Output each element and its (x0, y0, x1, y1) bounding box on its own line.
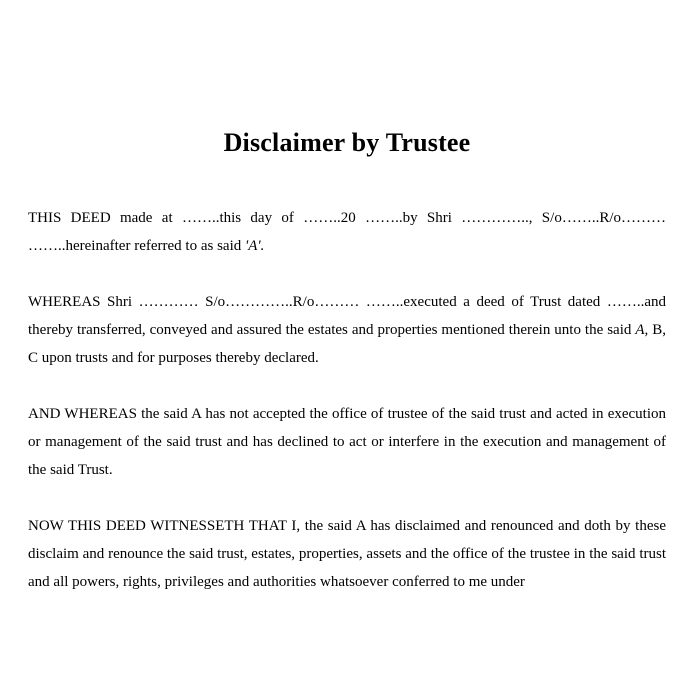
document-body (28, 204, 666, 590)
document-title: Disclaimer by Trustee (223, 128, 471, 157)
paragraph-deed-intro (28, 204, 666, 260)
party-a-italic: A, (635, 322, 649, 338)
paragraph-whereas (28, 288, 666, 372)
paragraph-whereas-text: WHEREAS Shri ………… S/o…………..R/o……… ……..executed a deed of Trust dated ……..and thereby transferred, conveyed and assured the estates and properties mentioned therein unto the said (28, 294, 666, 338)
party-a-reference: 'A'. (244, 238, 265, 254)
paragraph-witnesseth: NOW THIS DEED WITNESSETH THAT I, the said A has disclaimed and renounced and doth by these disclaim and renounce the said trust, estates, properties, assets and the office of the trustee in the said trust and all powers, rights, privileges and authorities whatsoever conferred to me under (28, 518, 666, 590)
paragraph-deed-intro-text: THIS DEED made at ……..this day of ……..20 ……..by Shri ………….., S/o……..R/o……… ……..hereinafter referred to as said (28, 210, 666, 254)
paragraph-whereas-tail: B, C upon trusts and for purposes thereby declared. (28, 322, 666, 366)
paragraph-and-whereas: AND WHEREAS the said A has not accepted the office of trustee of the said trust and acted in execution or management of the said trust and has declined to act or interfere in the execution and management of the said Trust. (28, 406, 666, 478)
